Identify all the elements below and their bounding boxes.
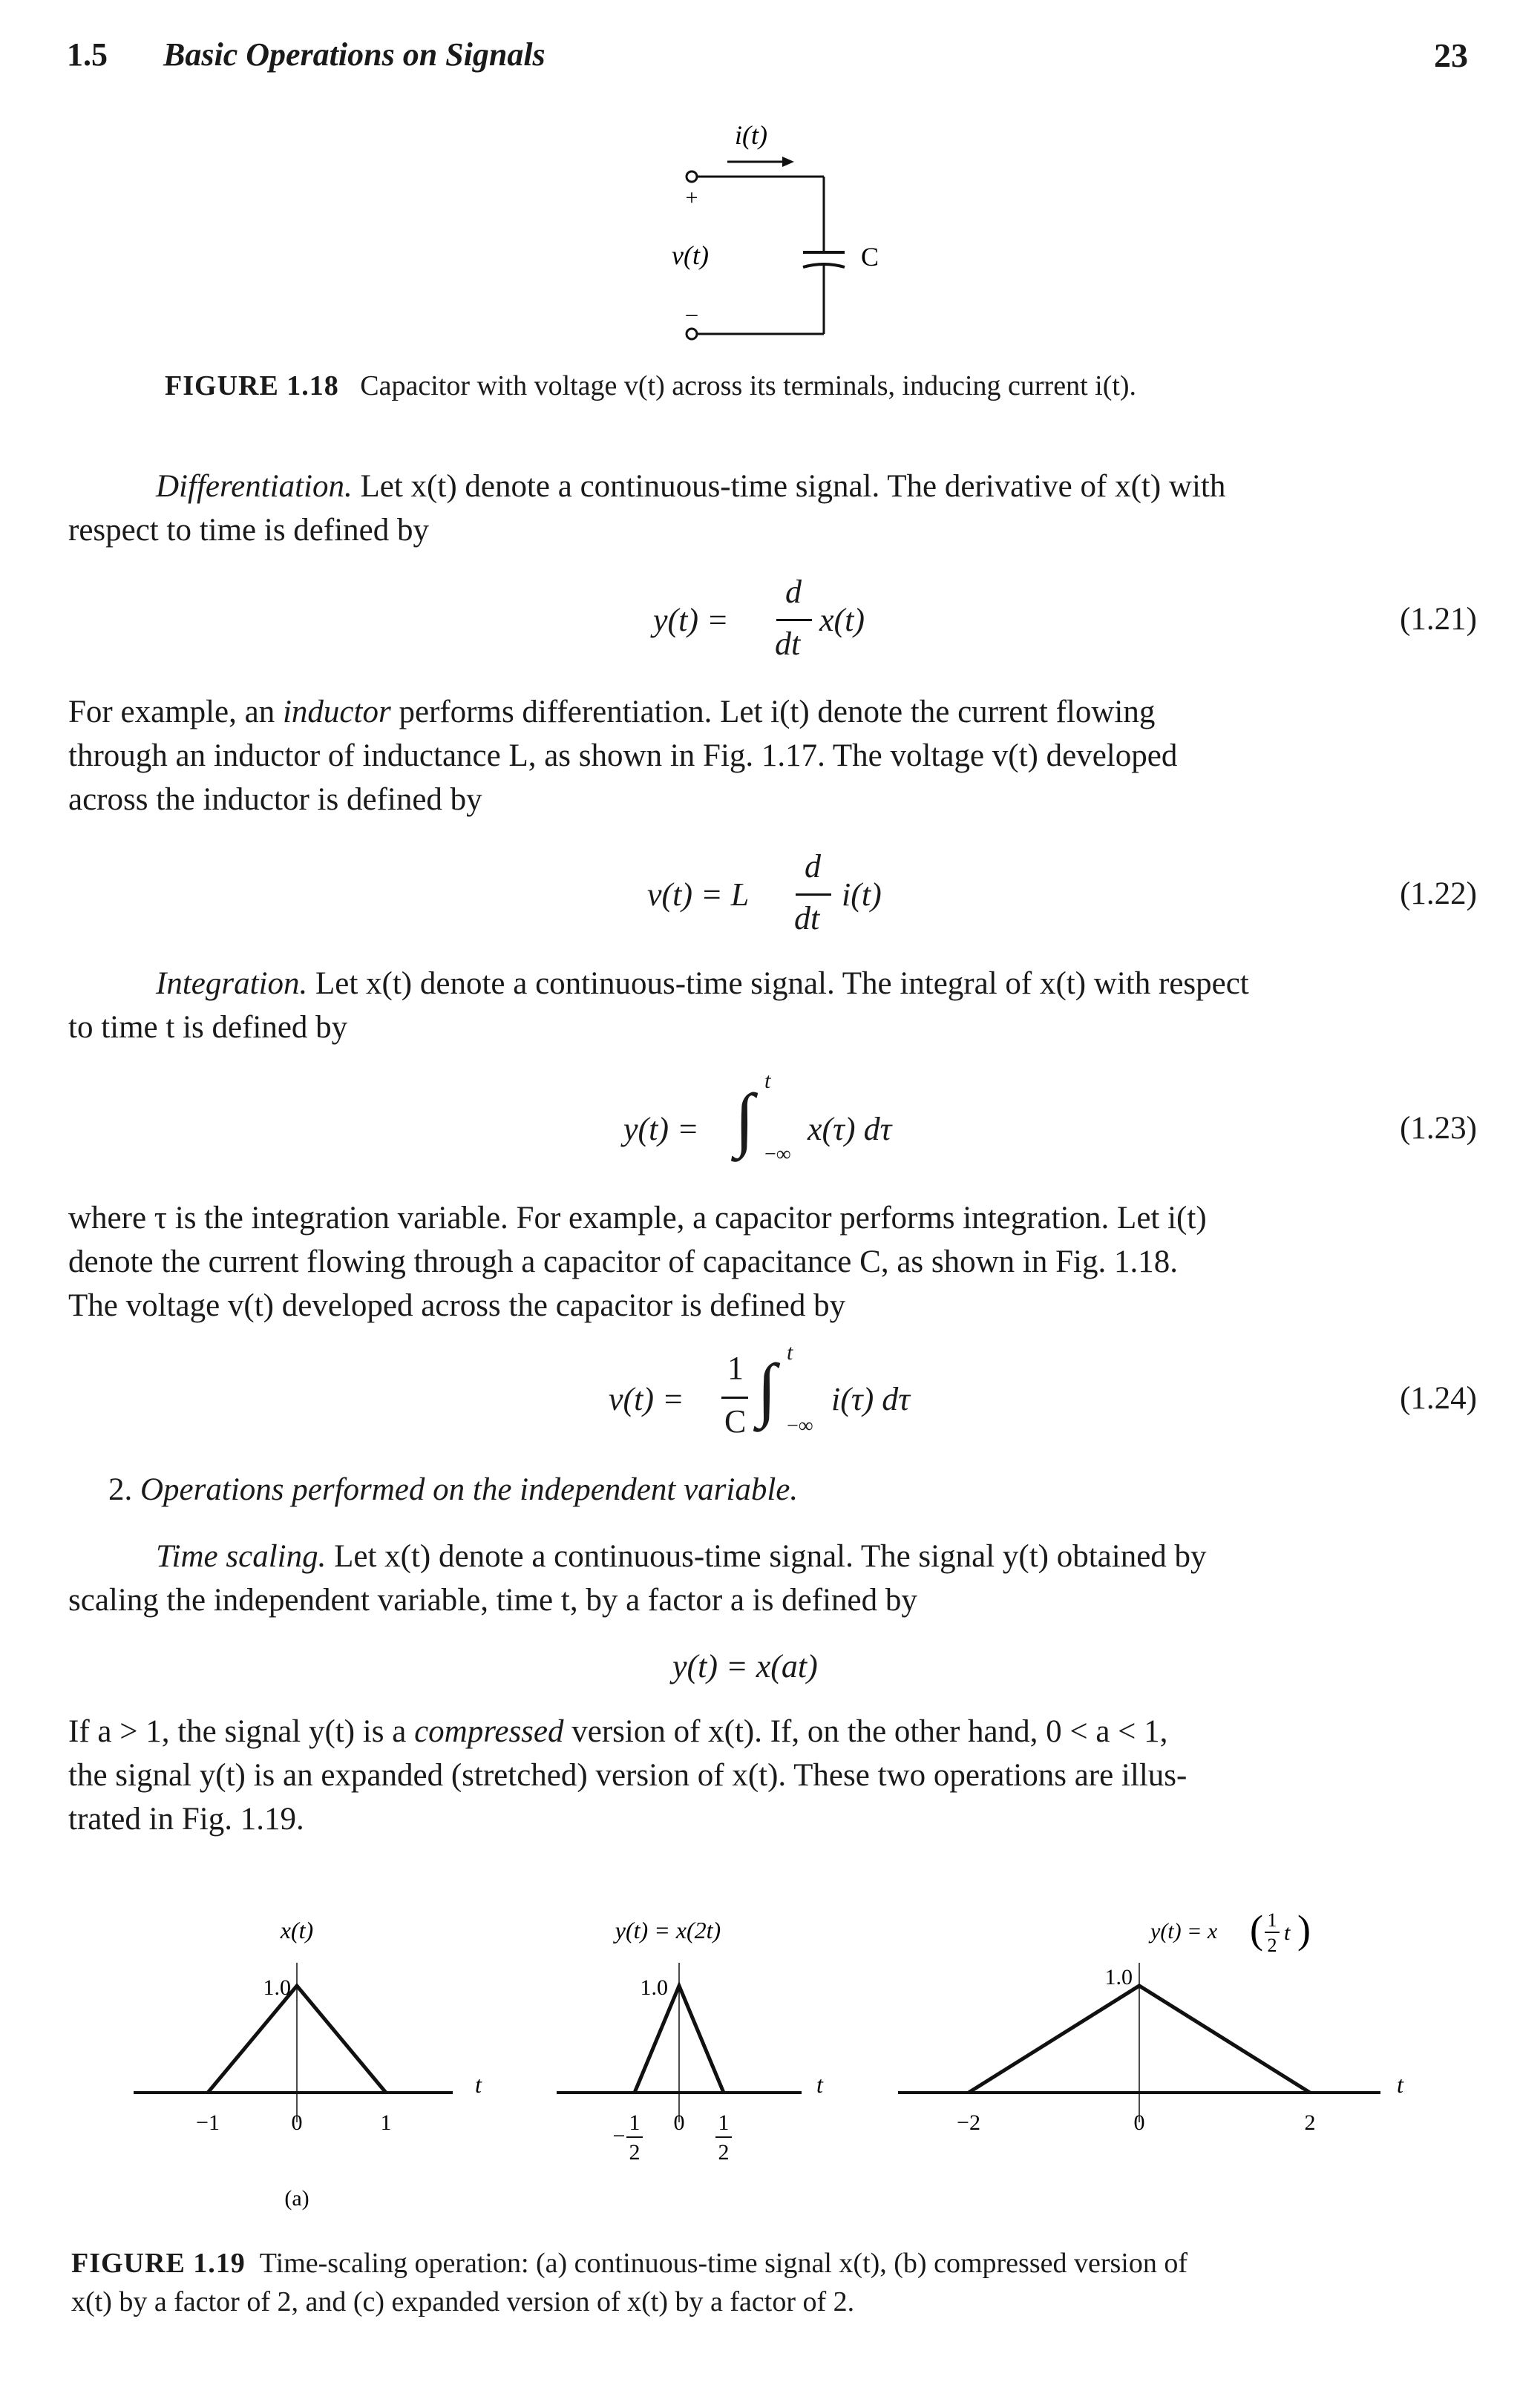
section-title: Basic Operations on Signals (163, 36, 546, 73)
fraction-bar (796, 893, 831, 896)
current-arrow-head (782, 157, 794, 167)
term-compressed: compressed (414, 1714, 564, 1749)
integrand: i(τ) dτ (831, 1381, 911, 1417)
text-span: If a > 1, the signal y(t) is a (68, 1714, 415, 1749)
text-line: trated in Fig. 1.19. (68, 1802, 304, 1837)
voltage-label: v(t) (672, 240, 709, 270)
fraction-bar (776, 619, 812, 621)
list-item-2 (108, 1468, 1444, 1512)
panel-c-axis-var: t (1397, 2071, 1403, 2098)
panel-c-title-den: 2 (1267, 1935, 1277, 1956)
text-span: For example, an (68, 695, 283, 729)
integrand: x(τ) dτ (808, 1111, 892, 1147)
panel-c-title-num: 1 (1267, 1909, 1277, 1931)
paragraph-integration (68, 962, 1478, 1049)
panel-a (134, 1917, 482, 2211)
heading-differentiation: Differentiation. (156, 469, 353, 504)
lower-limit: −∞ (764, 1143, 791, 1166)
panel-c-title-prefix: y(t) = x (1150, 1919, 1218, 1943)
heading-integration: Integration. (156, 966, 308, 1001)
item-number: 2. (108, 1472, 133, 1507)
bottom-terminal (687, 329, 697, 339)
panel-b-tick-sign: − (612, 2124, 626, 2148)
caption-line-1: Time-scaling operation: (a) continuous-time signal x(t), (b) compressed version of (259, 2248, 1188, 2279)
text-line: Let x(t) denote a continuous-time signal. The signal y(t) obtained by (326, 1539, 1207, 1574)
paragraph-time-scaling (68, 1535, 1478, 1622)
equation-number: (1.21) (1400, 602, 1477, 637)
upper-limit: t (764, 1069, 771, 1093)
panel-a-tick-3: 1 (380, 2110, 392, 2135)
eq-rhs: i(t) (842, 876, 882, 913)
heading-time-scaling: Time scaling. (156, 1539, 327, 1574)
eq-denominator: dt (775, 626, 801, 662)
panel-c-paren-open: ( (1250, 1907, 1263, 1952)
eq-rhs: x(t) (819, 602, 865, 638)
panel-a-label: (a) (284, 2186, 309, 2211)
equation-number: (1.24) (1400, 1381, 1477, 1416)
text-span: performs differentiation. Let i(t) denote the current flowing (390, 695, 1156, 729)
integral-sign: ∫ (757, 1349, 777, 1428)
figure-1-18-circuit (646, 119, 883, 341)
eq-numerator: d (805, 848, 821, 885)
panel-c-peak-label: 1.0 (1104, 1965, 1133, 1989)
panel-a-axis-var: t (475, 2071, 482, 2098)
panel-c-tick-1: −2 (957, 2110, 980, 2135)
page-number: 23 (1434, 36, 1468, 74)
term-inductor: inductor (282, 695, 391, 729)
eq-denominator: C (724, 1403, 747, 1440)
figure-1-19-caption (71, 2244, 1188, 2321)
panel-b-tick-2: 0 (673, 2110, 685, 2135)
panel-a-tick-2: 0 (291, 2110, 303, 2135)
caption-text: Capacitor with voltage v(t) across its terminals, inducing current i(t). (360, 370, 1137, 401)
eq-lhs: y(t) = (623, 1111, 699, 1147)
panel-c-tick-3: 2 (1304, 2110, 1316, 2135)
caption-label: FIGURE 1.19 (71, 2248, 246, 2279)
caption-label: FIGURE 1.18 (165, 370, 339, 401)
panel-c-title-var: t (1284, 1920, 1291, 1945)
panel-a-peak-label: 1.0 (263, 1975, 291, 2000)
panel-b (557, 1917, 824, 2165)
panel-a-title: x(t) (280, 1917, 314, 1943)
eq-lhs: v(t) = (609, 1381, 684, 1417)
figure-1-18-caption (165, 367, 1136, 405)
upper-limit: t (787, 1340, 793, 1365)
panel-c (898, 1907, 1404, 2135)
text-line: Let x(t) denote a continuous-time signal. The integral of x(t) with respect (307, 966, 1249, 1001)
text-line: to time t is defined by (68, 1010, 348, 1045)
text-line: through an inductor of inductance L, as shown in Fig. 1.17. The voltage v(t) developed (68, 738, 1178, 773)
paragraph-compressed (68, 1710, 1478, 1841)
panel-b-tick-3-den: 2 (718, 2140, 730, 2165)
capacitor-label: C (861, 242, 879, 272)
equation-number: (1.23) (1400, 1111, 1477, 1146)
caption-line-2: x(t) by a factor of 2, and (c) expanded version of x(t) by a factor of 2. (71, 2286, 855, 2317)
text-line: respect to time is defined by (68, 513, 429, 548)
panel-b-peak-label: 1.0 (640, 1975, 668, 2000)
integral-sign: ∫ (735, 1079, 755, 1158)
minus-sign: – (686, 301, 698, 326)
panel-c-paren-close: ) (1297, 1907, 1311, 1952)
panel-b-axis-var: t (816, 2071, 823, 2098)
eq-denominator: dt (794, 900, 820, 936)
panel-c-tick-2: 0 (1133, 2110, 1145, 2135)
running-header (67, 36, 1468, 88)
panel-a-tick-1: −1 (196, 2110, 220, 2135)
text-line: Let x(t) denote a continuous-time signal. The derivative of x(t) with (352, 469, 1226, 504)
panel-b-tick-1-den: 2 (629, 2140, 641, 2165)
panel-b-title: y(t) = x(2t) (615, 1917, 721, 1943)
text-line: where τ is the integration variable. For example, a capacitor performs integration. Let i(t) (68, 1201, 1207, 1236)
figure-1-19-plots (126, 1907, 1462, 2219)
text-line: denote the current flowing through a capacitor of capacitance C, as shown in Fig. 1.18. (68, 1244, 1178, 1279)
equation-scaling: y(t) = x(at) (672, 1648, 818, 1684)
current-label: i(t) (735, 120, 767, 150)
section-number: 1.5 (67, 36, 108, 73)
eq-numerator: d (785, 574, 802, 610)
eq-lhs: v(t) = L (647, 876, 750, 913)
text-line: The voltage v(t) developed across the capacitor is defined by (68, 1288, 846, 1323)
equation-number: (1.22) (1400, 876, 1477, 911)
text-line: across the inductor is defined by (68, 782, 482, 817)
fraction-bar (721, 1397, 748, 1399)
plus-sign: + (685, 186, 698, 210)
paragraph-differentiation (68, 465, 1478, 552)
eq-lhs: y(t) = (653, 602, 729, 638)
panel-b-tick-3-num: 1 (718, 2110, 730, 2135)
lower-limit: −∞ (787, 1414, 813, 1437)
panel-b-tick-1-num: 1 (629, 2110, 641, 2135)
item-text: Operations performed on the independent variable. (140, 1472, 799, 1507)
text-line: the signal y(t) is an expanded (stretched) version of x(t). These two operations are illus- (68, 1758, 1188, 1793)
top-terminal (687, 171, 697, 182)
text-span: version of x(t). If, on the other hand, 0 < a < 1, (563, 1714, 1168, 1749)
text-line: scaling the independent variable, time t, by a factor a is defined by (68, 1583, 917, 1618)
paragraph-inductor (68, 690, 1478, 821)
paragraph-capacitor (68, 1196, 1478, 1328)
eq-numerator: 1 (727, 1350, 744, 1386)
